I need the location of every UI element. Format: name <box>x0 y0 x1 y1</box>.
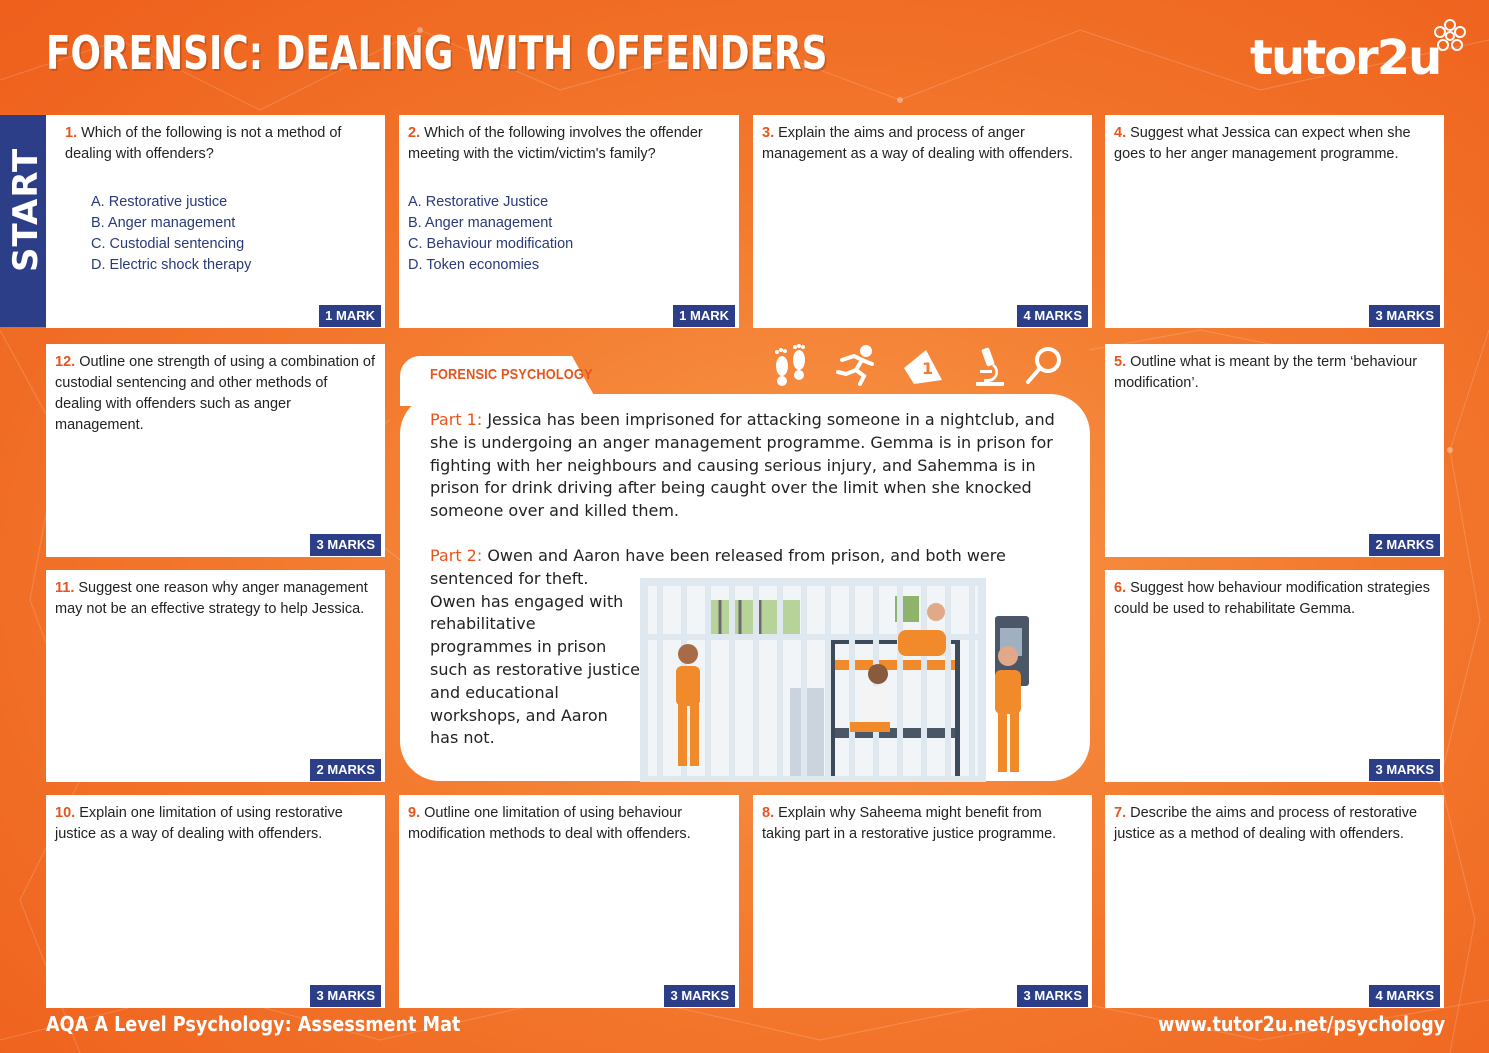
question-card-1 <box>46 115 385 328</box>
question-number: 10. <box>55 805 76 821</box>
question-text: Which of the following is not a method of dealing with offenders? <box>65 125 342 162</box>
evidence-marker-icon <box>900 344 946 388</box>
question-text: Describe the aims and process of restorative justice as a method of dealing with offenders. <box>1114 805 1418 842</box>
answer-option[interactable]: A. Restorative Justice <box>408 194 549 210</box>
scenario-tab-label: FORENSIC PSYCHOLOGY <box>430 366 593 383</box>
marks-badge: 3 MARKS <box>310 534 381 556</box>
marks-badge: 3 MARKS <box>1017 985 1088 1007</box>
tutor2u-logo: tutor2u <box>1250 30 1441 86</box>
page-title: FORENSIC: DEALING WITH OFFENDERS <box>46 26 828 80</box>
question-text: Suggest one reason why anger management may not be an effective strategy to help Jessica. <box>55 580 368 617</box>
question-number: 9. <box>408 805 421 821</box>
question-number: 7. <box>1114 805 1127 821</box>
question-number: 6. <box>1114 580 1127 596</box>
microscope-icon <box>966 344 1012 388</box>
footer-left: AQA A Level Psychology: Assessment Mat <box>46 1012 461 1036</box>
answer-options <box>408 192 731 276</box>
answer-option[interactable]: B. Anger management <box>408 215 553 231</box>
part2-label: Part 2: <box>430 545 483 565</box>
question-number: 3. <box>762 125 775 141</box>
question-text: Outline what is meant by the term ‘behaviour modification’. <box>1114 354 1418 391</box>
marks-badge: 3 MARKS <box>664 985 735 1007</box>
question-card-5 <box>1105 344 1444 557</box>
marks-badge: 1 MARK <box>673 305 735 327</box>
marks-badge: 3 MARKS <box>1369 305 1440 327</box>
answer-option[interactable]: C. Behaviour modification <box>408 236 574 252</box>
question-card-4 <box>1105 115 1444 328</box>
part1-text: Jessica has been imprisoned for attacking someone in a nightclub, and she is undergoing an anger management programme. Gemma is in prison for fighting with her neighbours and causing serious injury, and Sahemma is in prison for drink driving after being caught over the limit when she knocked someone over and killed them. <box>430 410 1055 521</box>
question-card-10 <box>46 795 385 1008</box>
footer-url[interactable]: www.tutor2u.net/psychology <box>1157 1012 1445 1036</box>
part2-rest: Owen has engaged with rehabilitative programmes in prison such as restorative justice and educational workshops, and Aaron has not. <box>430 591 640 748</box>
question-card-2 <box>399 115 739 328</box>
part2-text: Owen and Aaron have been released from prison, and both were <box>482 545 1006 565</box>
marks-badge: 3 MARKS <box>1369 759 1440 781</box>
part1-label: Part 1: <box>430 410 483 429</box>
start-label: START <box>6 147 46 272</box>
question-card-3 <box>753 115 1092 328</box>
question-card-11 <box>46 570 385 782</box>
answer-option[interactable]: D. Token economies <box>408 257 540 273</box>
question-card-12 <box>46 344 385 557</box>
question-text: Explain one limitation of using restorative justice as a way of dealing with offenders. <box>55 805 343 842</box>
marks-badge: 3 MARKS <box>310 985 381 1007</box>
marks-badge: 4 MARKS <box>1369 985 1440 1007</box>
answer-option[interactable]: C. Custodial sentencing <box>91 236 245 252</box>
marks-badge: 2 MARKS <box>310 759 381 781</box>
question-number: 11. <box>55 580 75 596</box>
flower-icon <box>1430 16 1470 56</box>
forensic-icons <box>768 344 1068 390</box>
question-number: 1. <box>65 125 78 141</box>
marks-badge: 2 MARKS <box>1369 534 1440 556</box>
question-text: Suggest what Jessica can expect when she goes to her anger management programme. <box>1114 125 1411 162</box>
answer-options <box>91 192 377 276</box>
question-card-9 <box>399 795 739 1008</box>
question-text: Outline one limitation of using behaviour modification methods to deal with offenders. <box>408 805 691 842</box>
question-number: 5. <box>1114 354 1127 370</box>
footprints-icon <box>768 344 814 388</box>
question-text: Suggest how behaviour modification strategies could be used to rehabilitate Gemma. <box>1114 580 1430 617</box>
question-text: Explain why Saheema might benefit from taking part in a restorative justice programme. <box>762 805 1057 842</box>
question-number: 12. <box>55 354 76 370</box>
magnifying-glass-icon <box>1022 344 1068 388</box>
question-number: 8. <box>762 805 775 821</box>
question-card-8 <box>753 795 1092 1008</box>
question-number: 2. <box>408 125 421 141</box>
marks-badge: 4 MARKS <box>1017 305 1088 327</box>
question-number: 4. <box>1114 125 1127 141</box>
question-text: Outline one strength of using a combination of custodial sentencing and other methods of dealing with offenders such as anger management. <box>55 354 376 433</box>
marks-badge: 1 MARK <box>319 305 381 327</box>
answer-option[interactable]: B. Anger management <box>91 215 236 231</box>
running-figure-icon <box>834 344 880 388</box>
question-card-6 <box>1105 570 1444 782</box>
prison-cell-illustration <box>640 578 1040 782</box>
svg-text:1: 1 <box>922 359 934 378</box>
part2-line2: sentenced for theft. <box>430 568 589 588</box>
question-text: Which of the following involves the offender meeting with the victim/victim's family? <box>408 125 703 162</box>
answer-option[interactable]: D. Electric shock therapy <box>91 257 252 273</box>
question-text: Explain the aims and process of anger management as a way of dealing with offenders. <box>762 125 1073 162</box>
question-card-7 <box>1105 795 1444 1008</box>
answer-option[interactable]: A. Restorative justice <box>91 194 228 210</box>
